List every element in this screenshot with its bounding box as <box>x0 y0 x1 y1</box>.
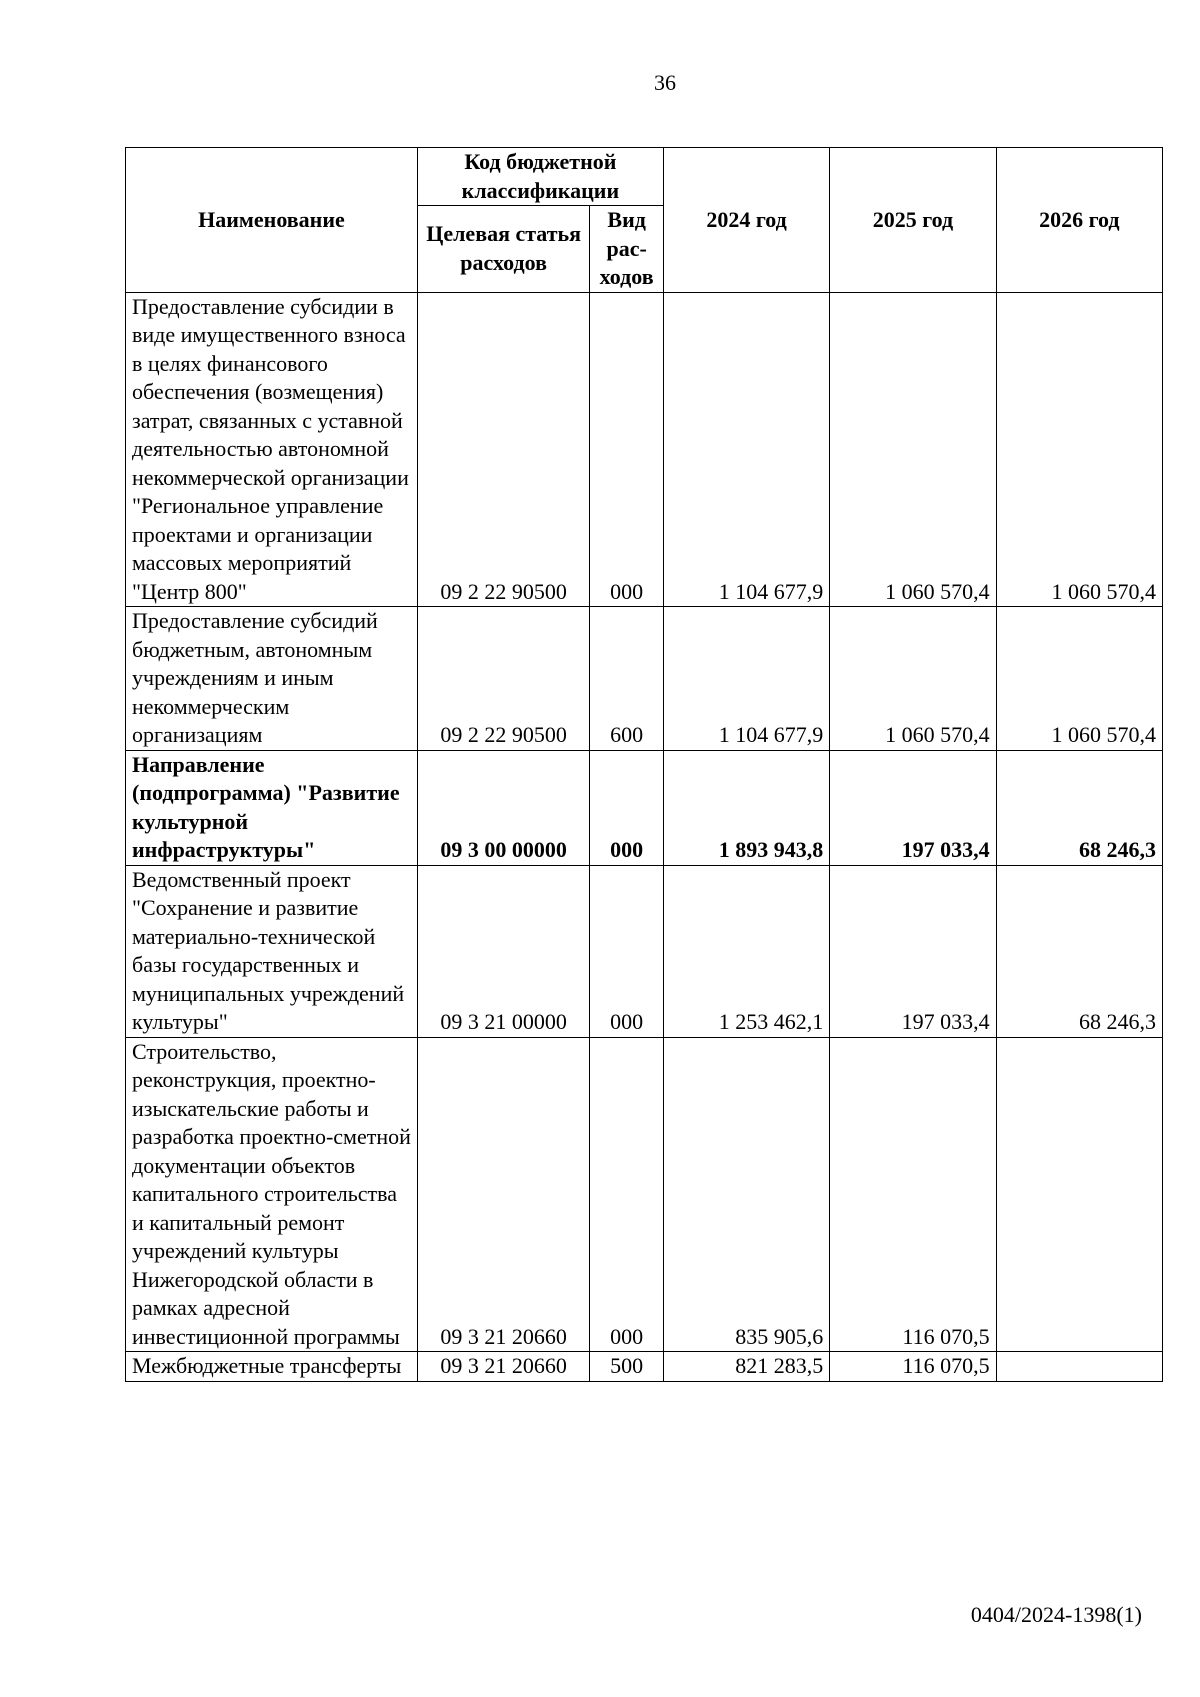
header-name: Наименование <box>126 148 418 293</box>
document-id: 0404/2024-1398(1) <box>970 1602 1142 1627</box>
row-target-article: 09 2 22 90500 <box>417 292 589 607</box>
row-year-2024: 1 104 677,9 <box>663 292 829 607</box>
row-target-article: 09 2 22 90500 <box>417 607 589 751</box>
row-expense-kind: 500 <box>590 1352 663 1382</box>
row-target-article: 09 3 00 00000 <box>417 750 589 865</box>
row-year-2025: 197 033,4 <box>830 865 996 1037</box>
row-year-2025: 116 070,5 <box>830 1037 996 1352</box>
row-year-2026: 1 060 570,4 <box>996 607 1162 751</box>
header-year-2026: 2026 год <box>996 148 1162 293</box>
row-name: Предоставление субсидии в виде имущественного взноса в целях финансового обеспечения (возмещения) затрат, связанных с уставной деятельностью автономной некоммерческой организации "Региональное управление проектами и организации массовых мероприятий "Центр 800" <box>126 292 418 607</box>
table-row <box>126 1037 1163 1352</box>
header-code-group: Код бюджетной классификации <box>417 148 663 206</box>
row-name: Предоставление субсидий бюджетным, автономным учреждениям и иным некоммерческим организациям <box>126 607 418 751</box>
row-year-2026: 1 060 570,4 <box>996 292 1162 607</box>
row-year-2024: 1 104 677,9 <box>663 607 829 751</box>
budget-table <box>125 147 1163 1382</box>
header-year-2024: 2024 год <box>663 148 829 293</box>
row-name: Направление (подпрограмма) "Развитие культурной инфраструктуры" <box>126 750 418 865</box>
row-year-2026 <box>996 1352 1162 1382</box>
header-expense-kind: Вид рас-ходов <box>590 206 663 293</box>
row-target-article: 09 3 21 20660 <box>417 1352 589 1382</box>
row-year-2025: 116 070,5 <box>830 1352 996 1382</box>
table-row <box>126 292 1163 607</box>
row-year-2025: 197 033,4 <box>830 750 996 865</box>
row-expense-kind: 000 <box>590 750 663 865</box>
row-year-2025: 1 060 570,4 <box>830 292 996 607</box>
row-expense-kind: 000 <box>590 292 663 607</box>
header-row-1 <box>126 148 1163 206</box>
row-year-2026: 68 246,3 <box>996 865 1162 1037</box>
table-row <box>126 1352 1163 1382</box>
row-name: Ведомственный проект "Сохранение и развитие материально-технической базы государственных и муниципальных учреждений культуры" <box>126 865 418 1037</box>
row-name: Межбюджетные трансферты <box>126 1352 418 1382</box>
table-row <box>126 750 1163 865</box>
row-year-2026: 68 246,3 <box>996 750 1162 865</box>
row-year-2024: 1 253 462,1 <box>663 865 829 1037</box>
header-year-2025: 2025 год <box>830 148 996 293</box>
row-target-article: 09 3 21 20660 <box>417 1037 589 1352</box>
row-year-2024: 1 893 943,8 <box>663 750 829 865</box>
page-number: 36 <box>654 70 676 95</box>
row-expense-kind: 600 <box>590 607 663 751</box>
row-year-2024: 835 905,6 <box>663 1037 829 1352</box>
row-year-2026 <box>996 1037 1162 1352</box>
header-target-article: Целевая статья расходов <box>417 206 589 293</box>
row-target-article: 09 3 21 00000 <box>417 865 589 1037</box>
row-year-2024: 821 283,5 <box>663 1352 829 1382</box>
table-row <box>126 865 1163 1037</box>
row-expense-kind: 000 <box>590 865 663 1037</box>
row-year-2025: 1 060 570,4 <box>830 607 996 751</box>
table-row <box>126 607 1163 751</box>
row-name: Строительство, реконструкция, проектно-изыскательские работы и разработка проектно-сметной документации объектов капитального строительства и капитальный ремонт учреждений культуры Нижегородской области в рамках адресной инвестиционной программы <box>126 1037 418 1352</box>
row-expense-kind: 000 <box>590 1037 663 1352</box>
